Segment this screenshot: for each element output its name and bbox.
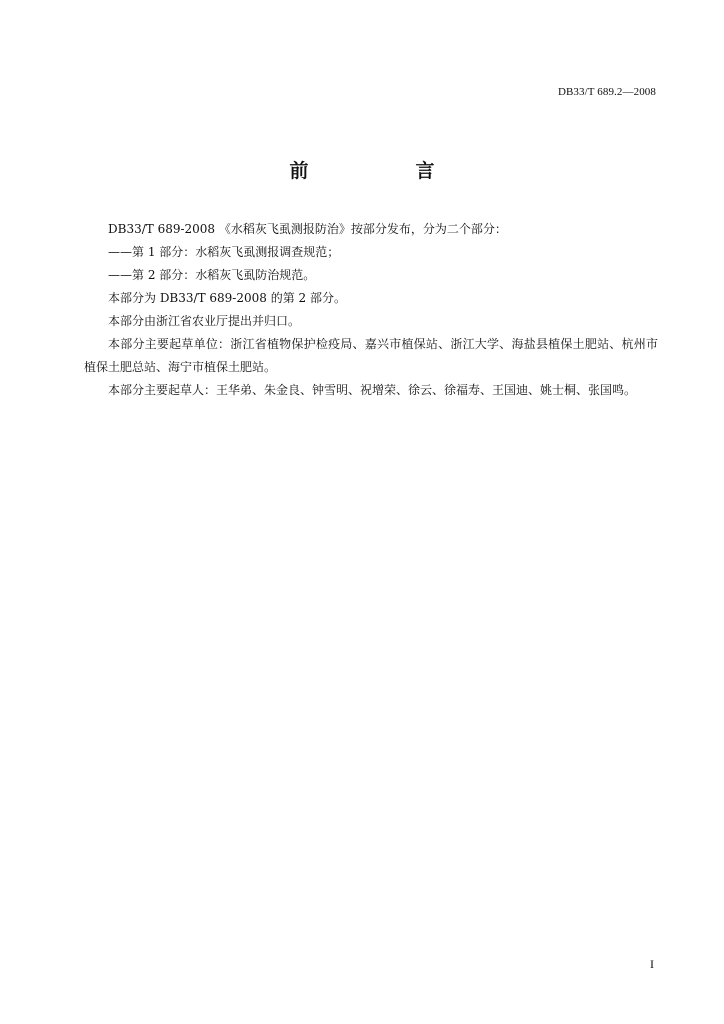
paragraph-drafters: 本部分主要起草人：王华弟、朱金良、钟雪明、祝增荣、徐云、徐福寿、王国迪、姚士桐、张国鸣。 bbox=[108, 383, 637, 397]
list-item-part-1: ——第 1 部分：水稻灰飞虱测报调查规范； bbox=[108, 245, 340, 259]
paragraph-standard-intro: DB33/T 689-2008 《水稻灰飞虱测报防治》按部分发布，分为二个部分： bbox=[108, 222, 507, 236]
paragraph-drafting-units: 本部分主要起草单位：浙江省植物保护检疫局、嘉兴市植保站、浙江大学、海盐县植保土肥站、杭州市植保土肥总站、海宁市植保土肥站。 bbox=[84, 337, 658, 374]
foreword-body bbox=[84, 218, 658, 402]
list-item-part-2: ——第 2 部分：水稻灰飞虱防治规范。 bbox=[108, 268, 316, 282]
paragraph-part-statement: 本部分为 DB33/T 689-2008 的第 2 部分。 bbox=[108, 291, 346, 305]
document-code: DB33/T 689.2—2008 bbox=[557, 86, 656, 98]
page-title: 前 言 bbox=[289, 160, 479, 182]
page-number: I bbox=[650, 957, 654, 971]
paragraph-proposer: 本部分由浙江省农业厅提出并归口。 bbox=[108, 314, 301, 328]
